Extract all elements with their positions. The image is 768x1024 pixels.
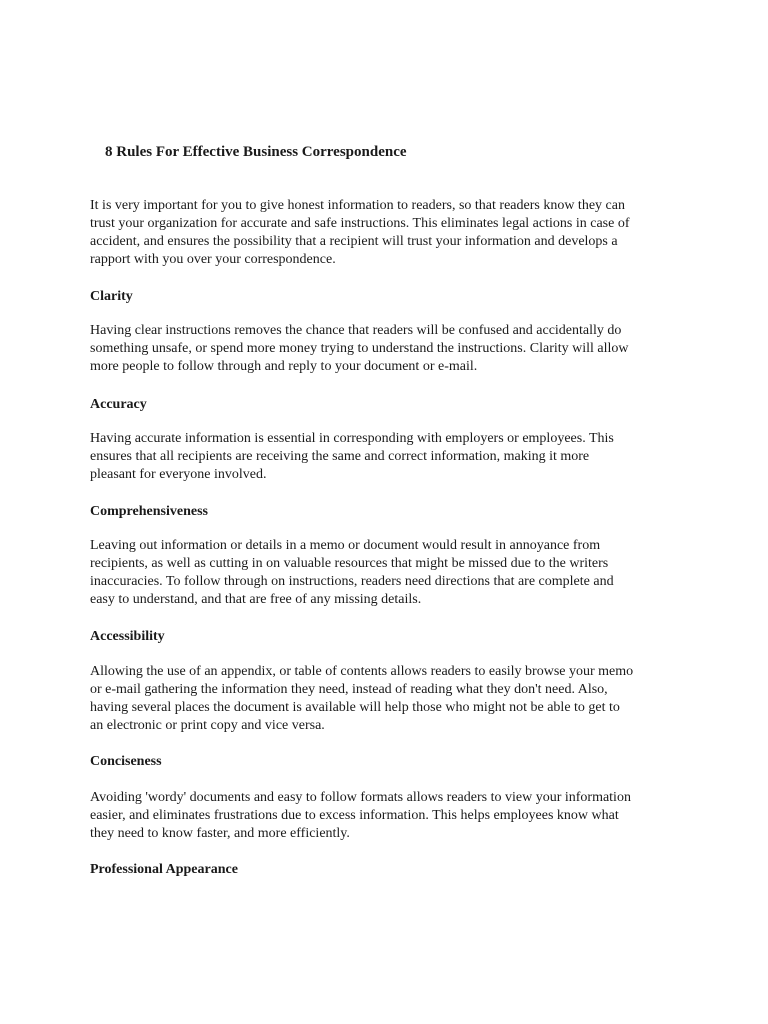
paragraph-line: pleasant for everyone involved. [90,467,267,482]
section-paragraph-clarity [90,322,690,376]
paragraph-line: having several places the document is available will help those who might not be able to get to [90,700,620,715]
paragraph-line: something unsafe, or spend more money trying to understand the instructions. Clarity will allow [90,341,629,356]
paragraph-line: they need to know faster, and more efficiently. [90,826,350,841]
paragraph-line: easier, and eliminates frustrations due to excess information. This helps employees know what [90,808,619,823]
paragraph-line: or e-mail gathering the information they need, instead of reading what they don't need. Also, [90,682,608,697]
paragraph-line: inaccuracies. To follow through on instructions, readers need directions that are complete and [90,574,614,589]
section-heading-clarity: Clarity [90,289,133,304]
paragraph-line: ensures that all recipients are receiving the same and correct information, making it more [90,449,590,464]
section-paragraph-comprehensiveness [90,537,690,609]
intro-paragraph [90,197,690,269]
document-title: 8 Rules For Effective Business Correspondence [105,144,407,160]
paragraph-line: recipients, as well as cutting in on valuable resources that might be missed due to the writers [90,556,609,571]
paragraph-line: Leaving out information or details in a memo or document would result in annoyance from [90,538,601,553]
section-paragraph-conciseness [90,789,690,843]
section-heading-comprehensiveness: Comprehensiveness [90,504,208,519]
paragraph-line: Allowing the use of an appendix, or table of contents allows readers to easily browse your memo [90,664,634,679]
intro-line: accident, and ensures the possibility that a recipient will trust your information and develops a [90,234,618,249]
paragraph-line: more people to follow through and reply to your document or e-mail. [90,359,478,374]
section-heading-accuracy: Accuracy [90,397,147,412]
intro-line: It is very important for you to give honest information to readers, so that readers know they can [90,198,625,213]
paragraph-line: easy to understand, and that are free of any missing details. [90,592,422,607]
paragraph-line: Having clear instructions removes the chance that readers will be confused and accidentally do [90,323,622,338]
section-paragraph-accuracy [90,430,690,484]
paragraph-line: Having accurate information is essential in corresponding with employers or employees. This [90,431,614,446]
intro-line: rapport with you over your correspondence. [90,252,336,267]
paragraph-line: an electronic or print copy and vice versa. [90,718,325,733]
section-paragraph-accessibility [90,663,690,735]
section-heading-professional-appearance: Professional Appearance [90,862,238,877]
section-heading-conciseness: Conciseness [90,754,162,769]
paragraph-line: Avoiding 'wordy' documents and easy to follow formats allows readers to view your information [90,790,631,805]
intro-line: trust your organization for accurate and safe instructions. This eliminates legal actions in case of [90,216,630,231]
section-heading-accessibility: Accessibility [90,629,165,644]
